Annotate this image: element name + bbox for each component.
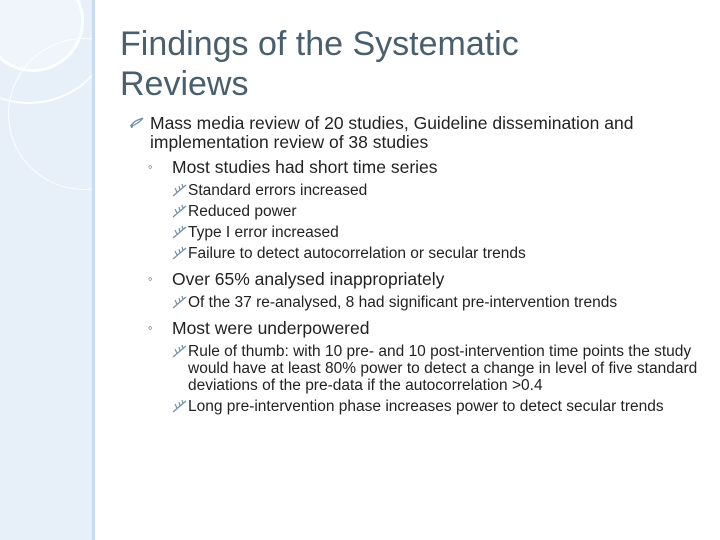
detail-bullet bbox=[130, 224, 710, 241]
circle-bullet-icon: ◦ bbox=[148, 271, 153, 286]
sub-bullet bbox=[130, 156, 710, 178]
detail-bullet bbox=[130, 245, 710, 262]
main-bullet-text: Mass media review of 20 studies, Guideline dissemination and implementation review of 38 studies bbox=[150, 113, 634, 152]
detail-bullet-text: Standard errors increased bbox=[188, 182, 368, 199]
slide-title-line1: Findings of the Systematic bbox=[120, 25, 519, 63]
detail-bullet bbox=[130, 343, 710, 394]
feather-bullet-icon bbox=[172, 183, 188, 197]
detail-bullet-text: Reduced power bbox=[188, 203, 297, 220]
feather-bullet-icon bbox=[172, 399, 188, 413]
detail-bullet bbox=[130, 182, 710, 199]
scroll-bullet-icon bbox=[130, 117, 144, 129]
sub-bullet-text: Most studies had short time series bbox=[172, 157, 438, 177]
detail-bullet-text: Type I error increased bbox=[188, 224, 339, 241]
slide-content bbox=[130, 114, 710, 415]
detail-bullet-text: Of the 37 re-analysed, 8 had significant pre-intervention trends bbox=[188, 294, 618, 311]
detail-bullet-text: Long pre-intervention phase increases power to detect secular trends bbox=[188, 398, 664, 415]
circle-bullet-icon: ◦ bbox=[148, 320, 153, 335]
detail-bullet-text: Rule of thumb: with 10 pre- and 10 post-intervention time points the study would have at least 80% power to detect a change in level of five standard deviations of the pre-data if the autocorrelation >0.4 bbox=[188, 343, 698, 394]
slide-title bbox=[120, 24, 680, 104]
detail-bullet bbox=[130, 203, 710, 220]
feather-bullet-icon bbox=[172, 204, 188, 218]
detail-bullet bbox=[130, 294, 710, 311]
sub-bullet-text: Most were underpowered bbox=[172, 318, 370, 338]
feather-bullet-icon bbox=[172, 246, 188, 260]
slide-title-line2: Reviews bbox=[120, 65, 249, 103]
detail-bullet bbox=[130, 398, 710, 415]
feather-bullet-icon bbox=[172, 344, 188, 358]
feather-bullet-icon bbox=[172, 295, 188, 309]
sub-bullet bbox=[130, 317, 710, 339]
sub-bullet bbox=[130, 268, 710, 290]
detail-bullet-text: Failure to detect autocorrelation or secular trends bbox=[188, 245, 526, 262]
panel-divider bbox=[92, 0, 95, 540]
feather-bullet-icon bbox=[172, 225, 188, 239]
decorative-left-panel bbox=[0, 0, 92, 540]
circle-bullet-icon: ◦ bbox=[148, 159, 153, 174]
sub-bullet-text: Over 65% analysed inappropriately bbox=[172, 269, 445, 289]
main-bullet bbox=[130, 114, 710, 152]
